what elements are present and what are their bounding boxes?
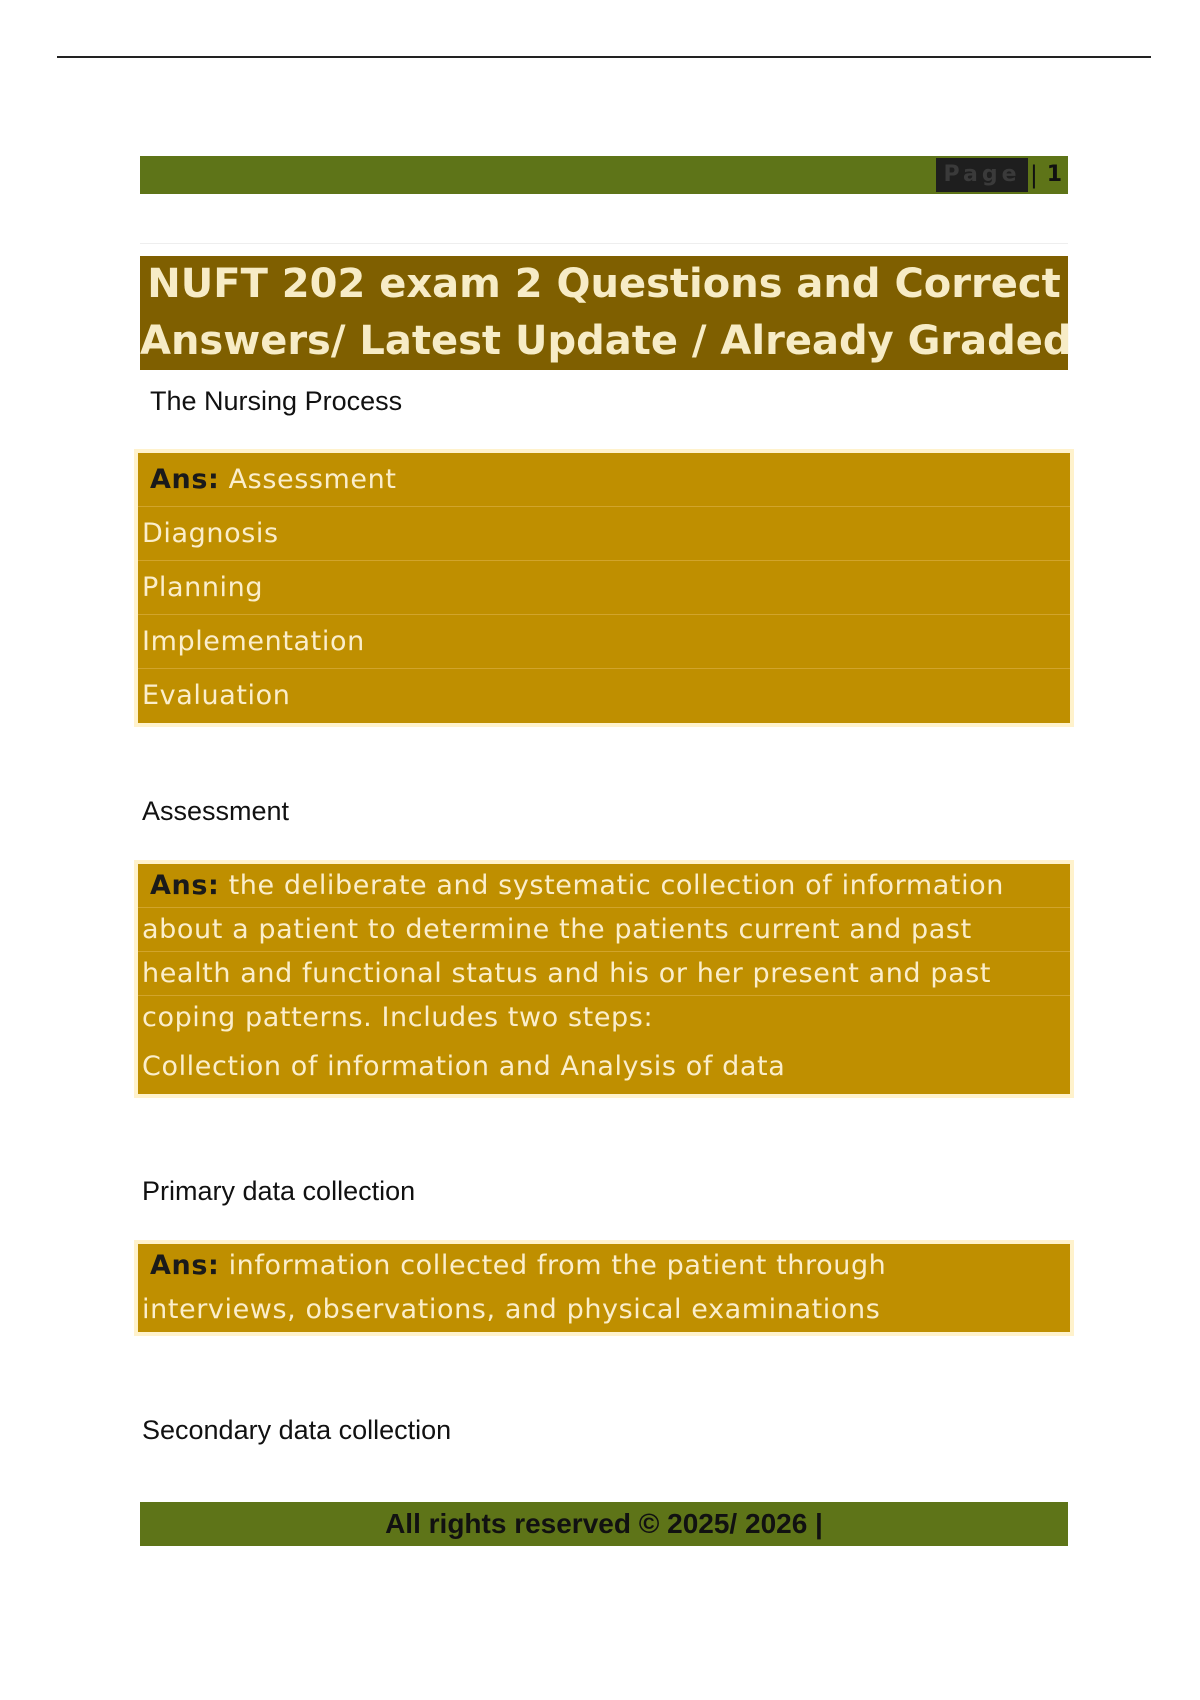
document-title — [140, 256, 1072, 370]
top-rule — [57, 56, 1151, 58]
answer-line: about a patient to determine the patients current and past — [138, 908, 1070, 952]
answer-line: interviews, observations, and physical examinations — [142, 1294, 881, 1325]
page-label: Page — [936, 158, 1028, 192]
answer-line: Collection of information and Analysis of data — [142, 1051, 786, 1082]
answer-line — [138, 864, 1070, 908]
answer-line: Implementation — [138, 615, 1070, 669]
page-header-bar — [140, 156, 1068, 194]
page-separator: | — [1029, 161, 1038, 189]
answer-line: Planning — [138, 561, 1070, 615]
answer-line: health and functional status and his or her present and past — [138, 952, 1070, 996]
footer-bar: All rights reserved © 2025/ 2026 | — [140, 1502, 1068, 1546]
answer-line: Diagnosis — [138, 507, 1070, 561]
answer-text: Assessment — [228, 464, 397, 495]
title-line-1: NUFT 202 exam 2 Questions and Correct — [147, 261, 1061, 307]
answer-line: coping patterns. Includes two steps: — [142, 1002, 654, 1033]
answer-box — [138, 1244, 1070, 1332]
title-line-2: Answers/ Latest Update / Already Graded — [140, 318, 1072, 364]
question-text: Primary data collection — [142, 1176, 416, 1206]
ans-prefix: Ans: — [150, 1250, 220, 1281]
answer-line — [138, 1244, 1070, 1288]
ans-prefix: Ans: — [150, 464, 220, 495]
answer-text: the deliberate and systematic collection of information — [228, 870, 1005, 901]
answer-line: Evaluation — [142, 680, 291, 711]
page-number: 1 — [1046, 162, 1062, 187]
ans-prefix: Ans: — [150, 870, 220, 901]
question-text: The Nursing Process — [150, 386, 403, 416]
answer-line — [138, 453, 1070, 507]
answer-box — [138, 453, 1070, 723]
answer-text: information collected from the patient through — [228, 1250, 887, 1281]
question-text: Assessment — [142, 796, 290, 826]
answer-box — [138, 864, 1070, 1094]
question-text: Secondary data collection — [142, 1415, 452, 1445]
divider — [140, 243, 1068, 244]
